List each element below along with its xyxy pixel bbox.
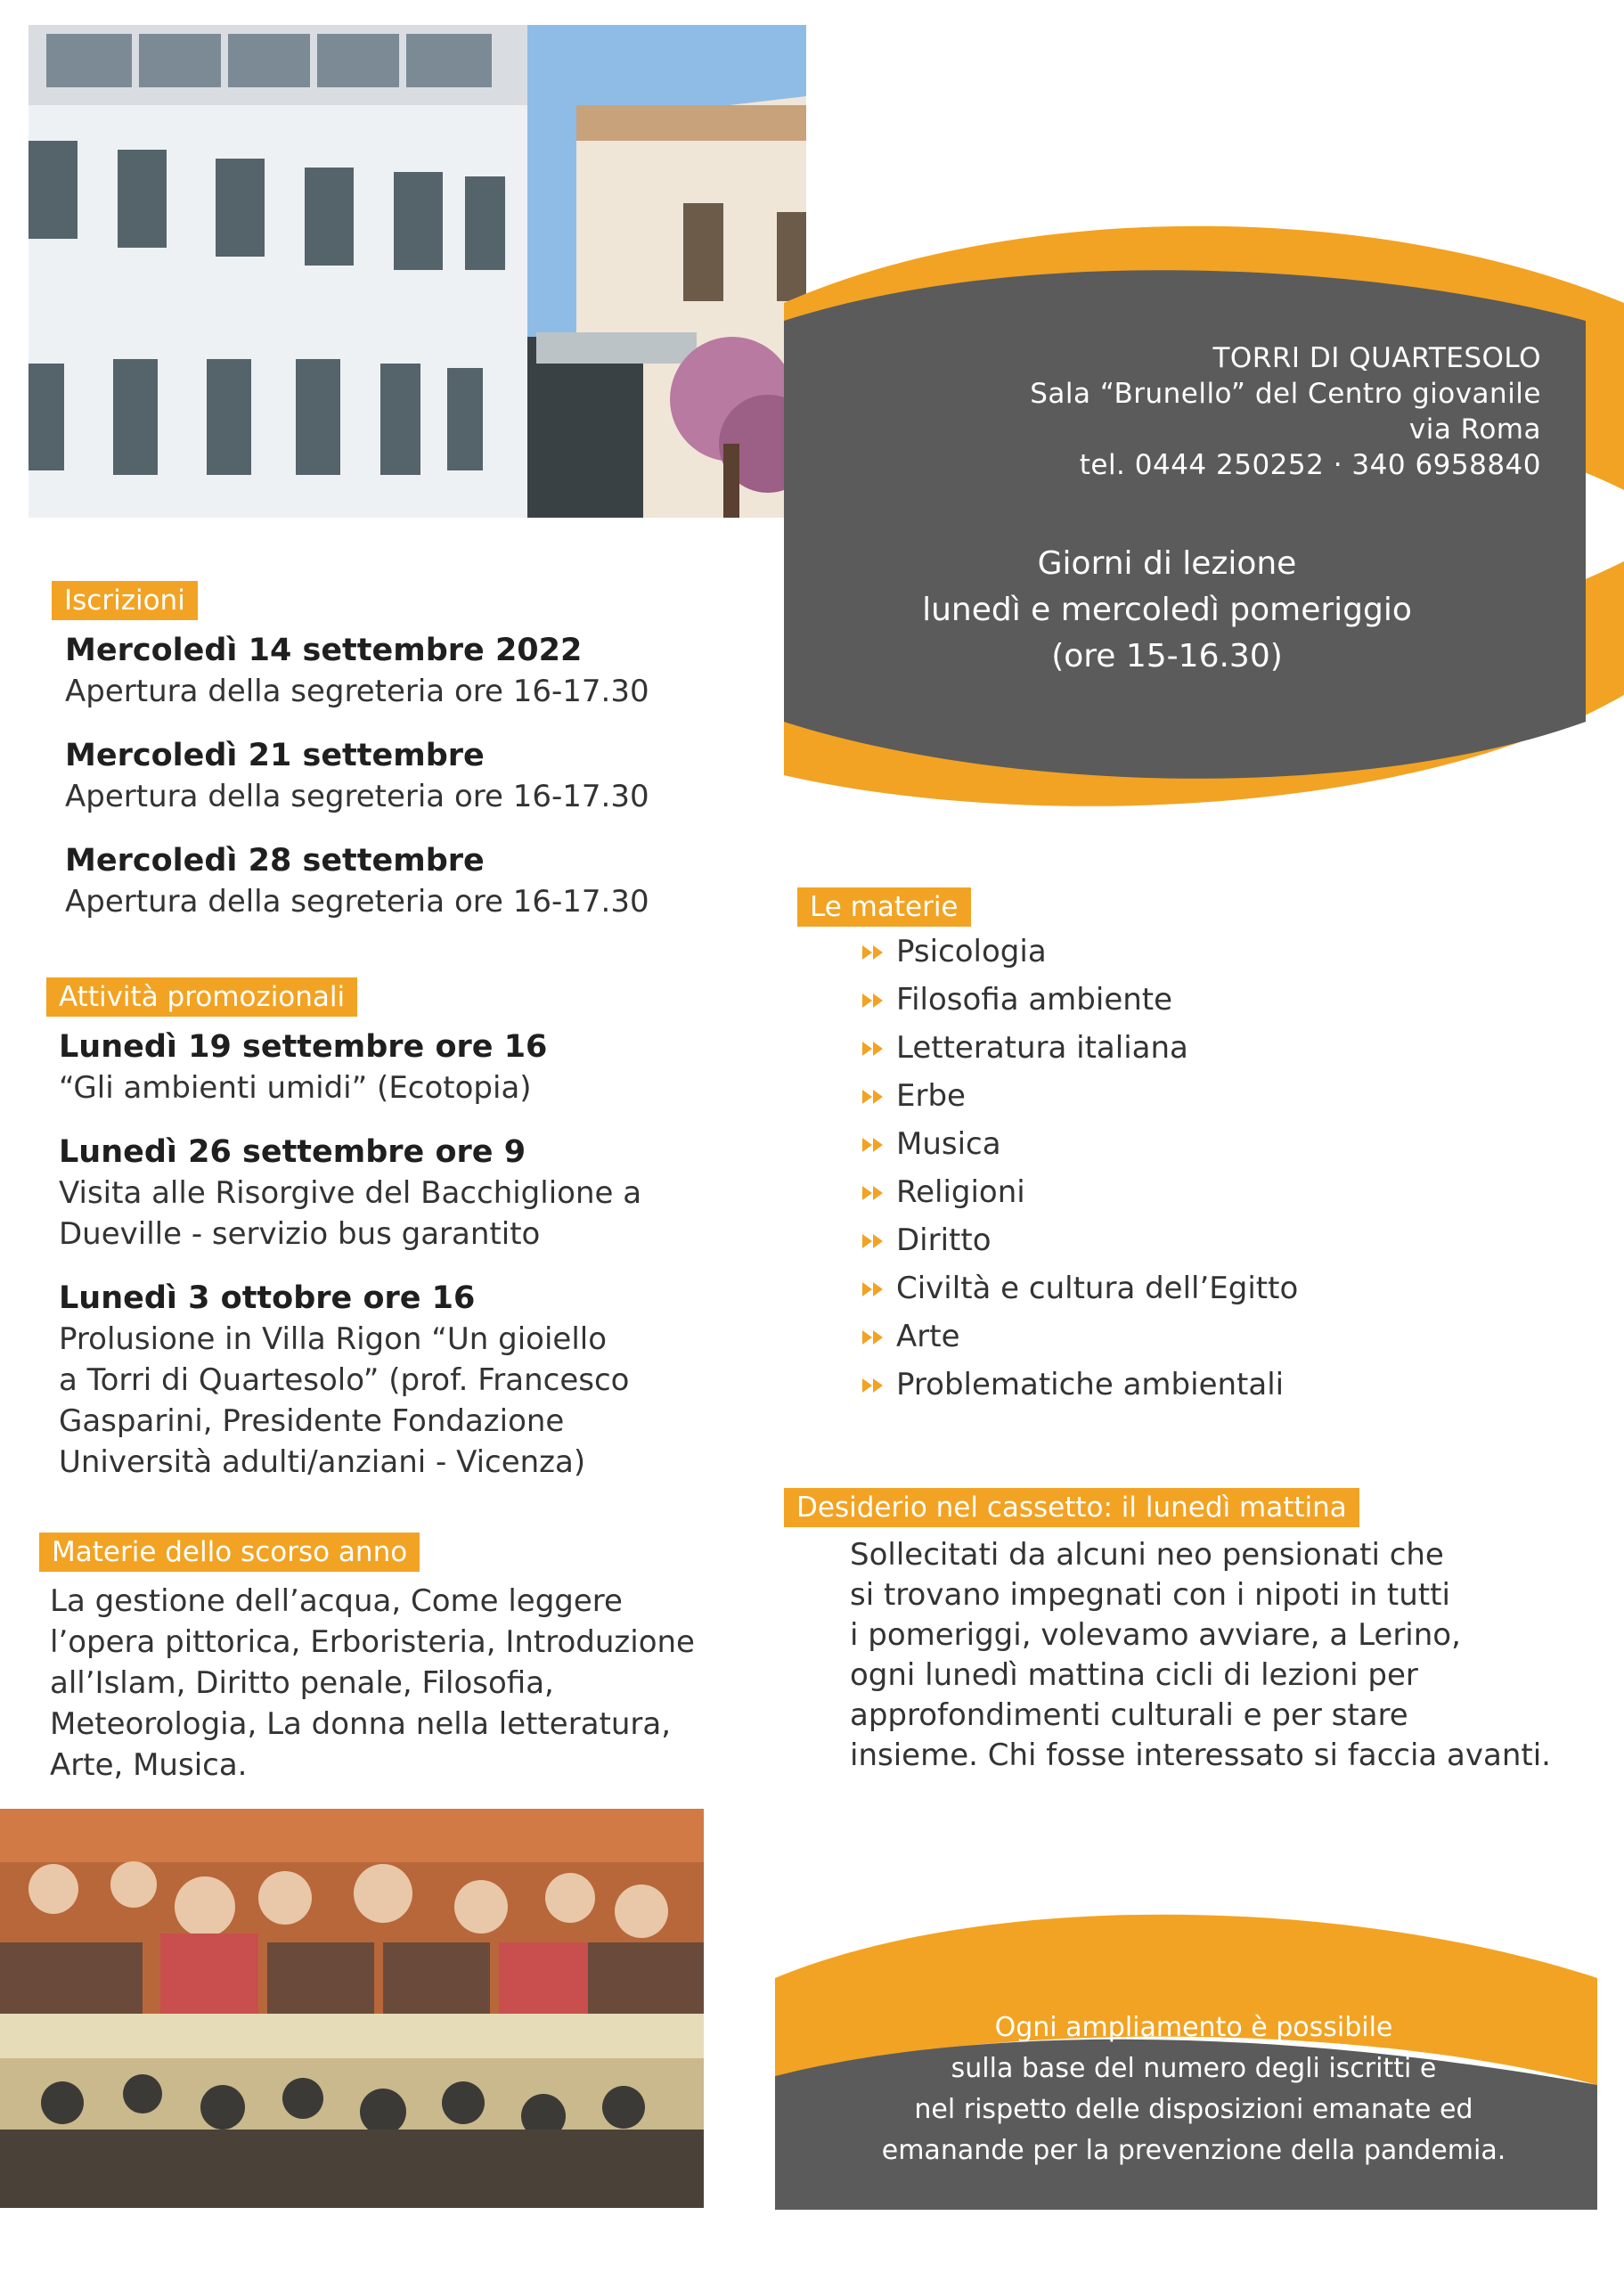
double-chevron-icon xyxy=(862,1120,896,1168)
double-chevron-icon xyxy=(862,976,896,1024)
audience-photo xyxy=(0,1809,704,2208)
iscrizioni-entry xyxy=(65,735,742,817)
iscrizioni-entry xyxy=(65,630,742,712)
iscrizioni-list xyxy=(65,630,742,922)
double-chevron-icon xyxy=(862,1264,896,1312)
last-year-tag: Materie dello scorso anno xyxy=(39,1533,420,1572)
list-item xyxy=(862,1361,1539,1409)
phone-numbers[interactable]: tel. 0444 250252 · 340 6958840 xyxy=(1079,449,1541,481)
last-year-line: Meteorologia, La donna nella letteratura, xyxy=(50,1706,672,1742)
subject-label: Civiltà e cultura dell’Egitto xyxy=(896,1271,1299,1306)
lessons-hours: (ore 15-16.30) xyxy=(1051,638,1283,674)
double-chevron-icon xyxy=(862,1361,896,1409)
entry-desc: Visita alle Risorgive del Bacchiglione a xyxy=(59,1175,642,1211)
list-item xyxy=(862,976,1539,1024)
entry-date: Mercoledì 21 settembre xyxy=(65,738,485,773)
list-item xyxy=(862,1312,1539,1361)
subject-label: Erbe xyxy=(896,1078,966,1114)
desiderio-line: approfondimenti culturali e per stare xyxy=(850,1697,1408,1733)
subject-label: Religioni xyxy=(896,1174,1025,1210)
entry-desc: Apertura della segreteria ore 16-17.30 xyxy=(65,674,649,709)
lessons-title: Giorni di lezione xyxy=(1037,545,1297,582)
subject-label: Filosofia ambiente xyxy=(896,982,1173,1018)
hall-name: Sala “Brunello” del Centro giovanile xyxy=(1030,378,1541,410)
double-chevron-icon xyxy=(862,928,896,976)
promo-entry xyxy=(59,1026,736,1108)
entry-desc: a Torri di Quartesolo” (prof. Francesco xyxy=(59,1362,630,1398)
last-year-line: all’Islam, Diritto penale, Filosofia, xyxy=(50,1665,554,1701)
desiderio-text xyxy=(850,1535,1580,1776)
double-chevron-icon xyxy=(862,1024,896,1072)
lessons-days: lunedì e mercoledì pomeriggio xyxy=(922,592,1412,628)
note-block xyxy=(802,2007,1586,2171)
note-line: nel rispetto delle disposizioni emanate ed xyxy=(914,2094,1473,2125)
contact-block xyxy=(891,340,1541,483)
double-chevron-icon xyxy=(862,1072,896,1120)
iscrizioni-entry xyxy=(65,840,742,922)
lessons-block xyxy=(855,541,1479,680)
building-photo xyxy=(29,25,806,518)
subject-label: Arte xyxy=(896,1319,960,1354)
desiderio-line: si trovano impegnati con i nipoti in tutti xyxy=(850,1577,1450,1613)
last-year-text xyxy=(50,1581,745,1786)
iscrizioni-tag: Iscrizioni xyxy=(52,581,198,620)
desiderio-tag: Desiderio nel cassetto: il lunedì mattina xyxy=(784,1488,1359,1527)
note-line: Ogni ampliamento è possibile xyxy=(994,2012,1393,2043)
desiderio-line: ogni lunedì mattina cicli di lezioni per xyxy=(850,1657,1418,1693)
list-item xyxy=(862,928,1539,976)
note-line: emanande per la prevenzione della pandemia. xyxy=(881,2135,1506,2166)
promo-list xyxy=(59,1026,736,1483)
entry-desc: Gasparini, Presidente Fondazione xyxy=(59,1403,565,1439)
last-year-line: La gestione dell’acqua, Come leggere xyxy=(50,1583,623,1619)
double-chevron-icon xyxy=(862,1216,896,1264)
list-item xyxy=(862,1216,1539,1264)
list-item xyxy=(862,1120,1539,1168)
last-year-line: Arte, Musica. xyxy=(50,1747,248,1783)
entry-date: Lunedì 3 ottobre ore 16 xyxy=(59,1280,476,1316)
promo-entry xyxy=(59,1278,736,1483)
list-item xyxy=(862,1024,1539,1072)
entry-desc: Apertura della segreteria ore 16-17.30 xyxy=(65,884,649,920)
subject-label: Psicologia xyxy=(896,934,1047,969)
subject-label: Letteratura italiana xyxy=(896,1030,1188,1066)
subject-label: Problematiche ambientali xyxy=(896,1367,1285,1402)
town-name: TORRI DI QUARTESOLO xyxy=(1212,342,1541,374)
last-year-line: l’opera pittorica, Erboristeria, Introduzione xyxy=(50,1624,695,1660)
entry-desc: Apertura della segreteria ore 16-17.30 xyxy=(65,779,649,814)
subjects-tag: Le materie xyxy=(797,887,971,927)
desiderio-line: i pomeriggi, volevamo avviare, a Lerino, xyxy=(850,1617,1461,1653)
entry-date: Mercoledì 28 settembre xyxy=(65,843,485,879)
entry-desc: Università adulti/anziani - Vicenza) xyxy=(59,1444,586,1480)
entry-date: Lunedì 26 settembre ore 9 xyxy=(59,1134,526,1170)
list-item xyxy=(862,1168,1539,1216)
street: via Roma xyxy=(1408,413,1541,446)
subjects-list xyxy=(862,928,1539,1409)
entry-desc: Dueville - servizio bus garantito xyxy=(59,1216,541,1252)
list-item xyxy=(862,1072,1539,1120)
entry-date: Lunedì 19 settembre ore 16 xyxy=(59,1029,548,1065)
entry-date: Mercoledì 14 settembre 2022 xyxy=(65,633,583,668)
desiderio-line: Sollecitati da alcuni neo pensionati che xyxy=(850,1537,1444,1573)
double-chevron-icon xyxy=(862,1168,896,1216)
promo-entry xyxy=(59,1132,736,1255)
subject-label: Diritto xyxy=(896,1222,992,1258)
double-chevron-icon xyxy=(862,1312,896,1361)
promo-tag: Attività promozionali xyxy=(46,977,357,1017)
desiderio-line: insieme. Chi fosse interessato si faccia avanti. xyxy=(850,1737,1551,1773)
entry-desc: Prolusione in Villa Rigon “Un gioiello xyxy=(59,1321,608,1357)
subject-label: Musica xyxy=(896,1126,1001,1162)
list-item xyxy=(862,1264,1539,1312)
note-line: sulla base del numero degli iscritti e xyxy=(951,2053,1437,2084)
entry-desc: “Gli ambienti umidi” (Ecotopia) xyxy=(59,1070,532,1106)
header-swoosh xyxy=(784,223,1624,811)
